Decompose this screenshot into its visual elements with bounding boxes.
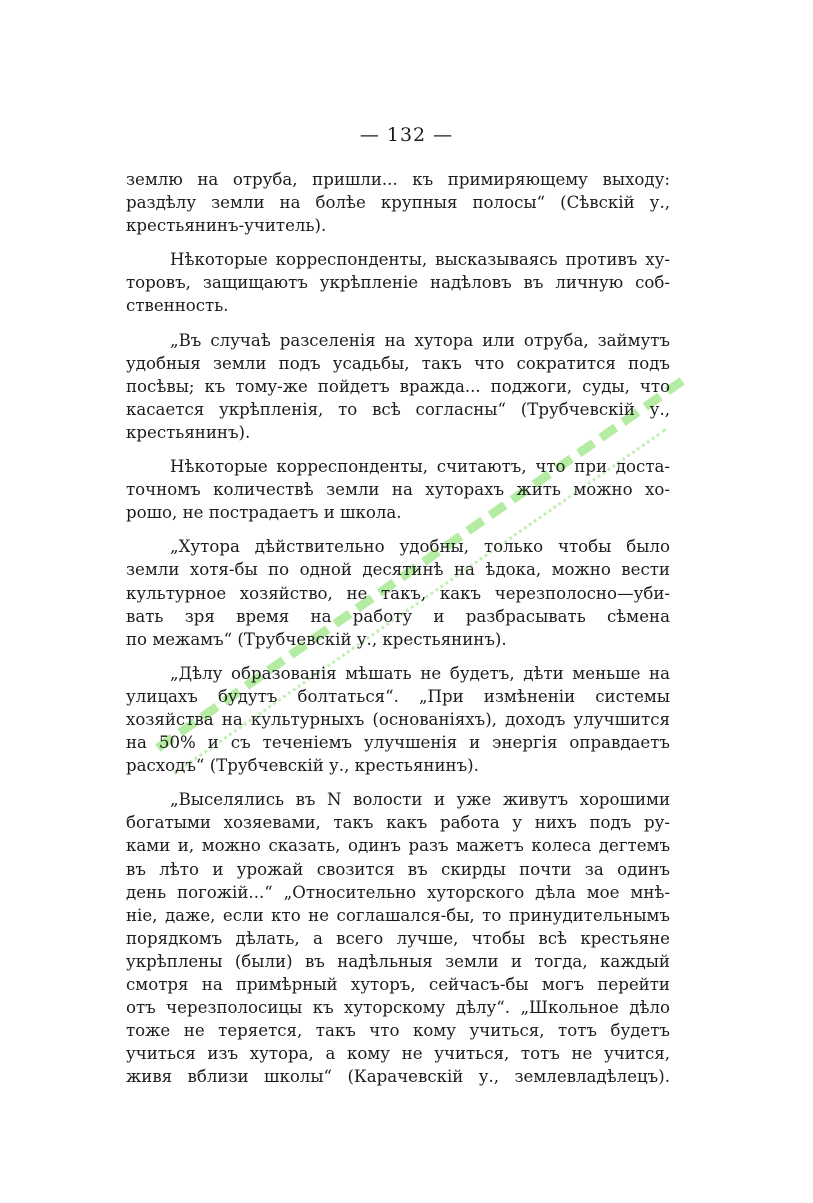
text-line: „Выселялись въ N волости и уже живутъ хорошими [170,790,670,810]
text-line: улицахъ будутъ болтаться“. „При измѣненіи системы [126,686,670,706]
text-line: „Хутора дѣйствительно удобны, только чтобы было [170,537,670,557]
text-line: Нѣкоторые корреспонденты, считаютъ, что при доста- [170,457,670,477]
text-line: Нѣкоторые корреспонденты, высказываясь противъ ху- [170,250,670,270]
text-line: день погожій...“ „Относительно хуторского дѣла мое мнѣ- [126,882,670,902]
text-line: учиться изъ хутора, а кому не учиться, тотъ не учится, [126,1044,670,1064]
text-line: культурное хозяйство, не такъ, какъ черезполосно—уби- [126,583,670,603]
text-line: крестьянинъ-учитель). [126,216,327,236]
text-line: ками и, можно сказать, одинъ разъ мажетъ колеса дегтемъ [126,836,670,856]
text-line: раздѣлу земли на болѣе крупныя полосы“ (Сѣвскій у., [126,193,670,213]
text-line: рошо, не пострадаетъ и школа. [126,503,402,523]
text-line: точномъ количествѣ земли на хуторахъ жить можно хо- [126,480,670,500]
text-line: земли хотя-бы по одной десятинѣ на ѣдока, можно вести [126,560,670,580]
text-line: торовъ, защищаютъ укрѣпленіе надѣловъ въ личную соб- [126,273,670,293]
text-line: тоже не теряется, такъ что кому учиться, тотъ будетъ [126,1021,670,1041]
text-line: богатыми хозяевами, такъ какъ работа у нихъ подъ ру- [126,813,670,833]
text-line: расходъ“ (Трубчевскій у., крестьянинъ). [126,756,479,776]
text-line: въ лѣто и урожай свозится въ скирды почти за одинъ [126,859,670,879]
text-line: касается укрѣпленія, то всѣ согласны“ (Трубчевскій у., [126,399,670,419]
text-line: „Въ случаѣ разселенія на хутора или отруба, займутъ [170,330,670,350]
text-line: живя вблизи школы“ (Карачевскій у., землевладѣлецъ). [126,1067,670,1087]
text-line: удобныя земли подъ усадьбы, такъ что сократится подъ [126,353,670,373]
text-line: ственность. [126,296,229,316]
text-line: отъ черезполосицы къ хуторскому дѣлу“. „Школьное дѣло [126,998,670,1018]
text-line: посѣвы; къ тому-же пойдетъ вражда... поджоги, суды, что [126,376,670,396]
page-number: — 132 — [359,124,454,146]
text-line: вать зря время на работу и разбрасывать сѣмена [126,606,670,626]
body-text [126,168,670,1088]
text-line: хозяйства на культурныхъ (основаніяхъ), доходъ улучшится [126,709,670,729]
text-line: землю на отруба, пришли... къ примиряющему выходу: [126,170,670,189]
text-line: крестьянинъ). [126,422,251,442]
text-line: по межамъ“ (Трубчевскій у., крестьянинъ). [126,629,507,649]
text-line: на 50% и съ теченіемъ улучшенія и энергія оправдаетъ [126,733,670,753]
text-line: ніе, даже, если кто не соглашался-бы, то принудительнымъ [126,905,670,925]
text-line: порядкомъ дѣлать, а всего лучше, чтобы всѣ крестьяне [126,928,670,948]
text-line: смотря на примѣрный хуторъ, сейчасъ-бы могъ перейти [126,975,670,994]
text-line: укрѣплены (были) въ надѣльныя земли и тогда, каждый [126,951,670,971]
text-line: „Дѣлу образованія мѣшать не будетъ, дѣти меньше на [170,663,670,683]
